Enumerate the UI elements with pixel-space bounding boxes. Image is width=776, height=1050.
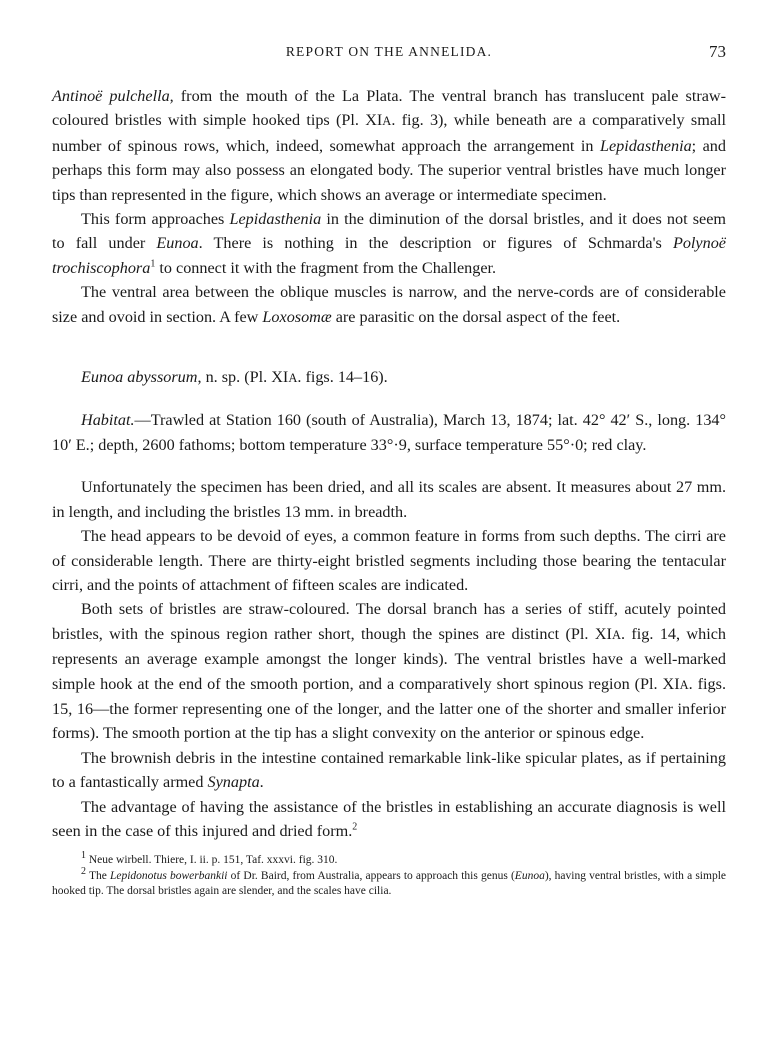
footnote-1: $^1$ Neue wirbell. Thiere, I. ii. p. 151, Taf. xxxvi. fig. 310. <box>81 850 338 867</box>
footnote-ref: 2 <box>352 821 358 833</box>
footnote-2: $^2$ The Lepidonotus bowerbankii of Dr. Baird, from Australia, appears to approach this genus (Eunoa), having ventral bristles, with a simple hooked tip. The dorsal bristles again are slender, and the scales have cilia. <box>52 866 726 898</box>
paragraph: This form approaches Lepidasthenia in the diminution of the dorsal bristles, and it does not seem to fall under Eunoa. There is nothing in the description or figures of Schmarda's Polynoë trochiscophora$^1$ to connect it with the fragment from the Challenger. <box>52 210 726 277</box>
habitat-label: Habitat. <box>81 411 135 430</box>
taxon-name: Eunoa <box>156 234 199 253</box>
paragraph: Both sets of bristles are straw-coloured. The dorsal branch has a series of stiff, acutely pointed bristles, with the spinous region rather short, though the spines are distinct (Pl. XIA. fig. 14, which represents an average example amongst the longer kinds). The ventral bristles have a well-marked simple hook at the end of the smooth portion, and a comparatively short spinous region (Pl. XIA. figs. 15, 16—the former representing one of the longer, and the latter one of the shorter and smaller inferior forms). The smooth portion at the tip has a slight convexity on the anterior or spinous edge. <box>52 600 726 743</box>
habitat-paragraph: Habitat.—Trawled at Station 160 (south of Australia), March 13, 1874; lat. 42° 42′ S., long. 134° 10′ E.; depth, 2600 fathoms; bottom temperature 33°·9, surface temperature 55°·0; red clay. <box>52 411 726 454</box>
paragraph-continuation: Antinoë pulchella, from the mouth of the La Plata. The ventral branch has translucent pale straw-coloured bristles with simple hooked tips (Pl. XIA. fig. 3), while beneath are a comparatively small number of spinous rows, which, indeed, somewhat approach the arrangement in Lepidasthenia; and perhaps this form may also possess an elongated body. The superior ventral bristles have much longer tips than represented in the figure, which shows an average or intermediate specimen. <box>52 87 726 204</box>
paragraph: The brownish debris in the intestine contained remarkable link-like spicular plates, as if pertaining to a fantastically armed Synapta. <box>52 748 726 792</box>
species-heading: Eunoa abyssorum, n. sp. (Pl. XIA. figs. 14–16). <box>81 368 388 387</box>
taxon-name: Polynoë trochiscophora <box>52 234 726 277</box>
taxon-name: Loxosomæ <box>262 307 332 326</box>
footnote-ref: 1 <box>150 258 156 270</box>
taxon-name: Lepidasthenia <box>229 210 322 229</box>
taxon-name: Lepidasthenia <box>599 136 692 155</box>
paragraph: The head appears to be devoid of eyes, a common feature in forms from such depths. The cirri are of considerable length. There are thirty-eight bristled segments including those bearing the tentacular cirri, and the points of attachment of fifteen scales are indicated. <box>52 527 726 594</box>
paragraph: Unfortunately the specimen has been dried, and all its scales are absent. It measures about 27 mm. in length, and including the bristles 13 mm. in breadth. <box>52 478 726 521</box>
running-header <box>52 44 726 64</box>
paragraph: The ventral area between the oblique muscles is narrow, and the nerve-cords are of considerable size and ovoid in section. A few Loxosomæ are parasitic on the dorsal aspect of the feet. <box>52 283 726 326</box>
taxon-name: Synapta <box>207 773 260 792</box>
running-title: REPORT ON THE ANNELIDA. <box>285 44 493 59</box>
taxon-name: Antinoë pulchella, <box>52 87 174 105</box>
footnotes <box>52 850 726 900</box>
paragraph: The advantage of having the assistance of the bristles in establishing an accurate diagnosis is well seen in the case of this injured and dried form.$^2$ <box>52 797 726 840</box>
species-name: Eunoa abyssorum <box>81 368 198 387</box>
page-number: 73 <box>709 42 726 61</box>
body-text <box>52 84 726 900</box>
